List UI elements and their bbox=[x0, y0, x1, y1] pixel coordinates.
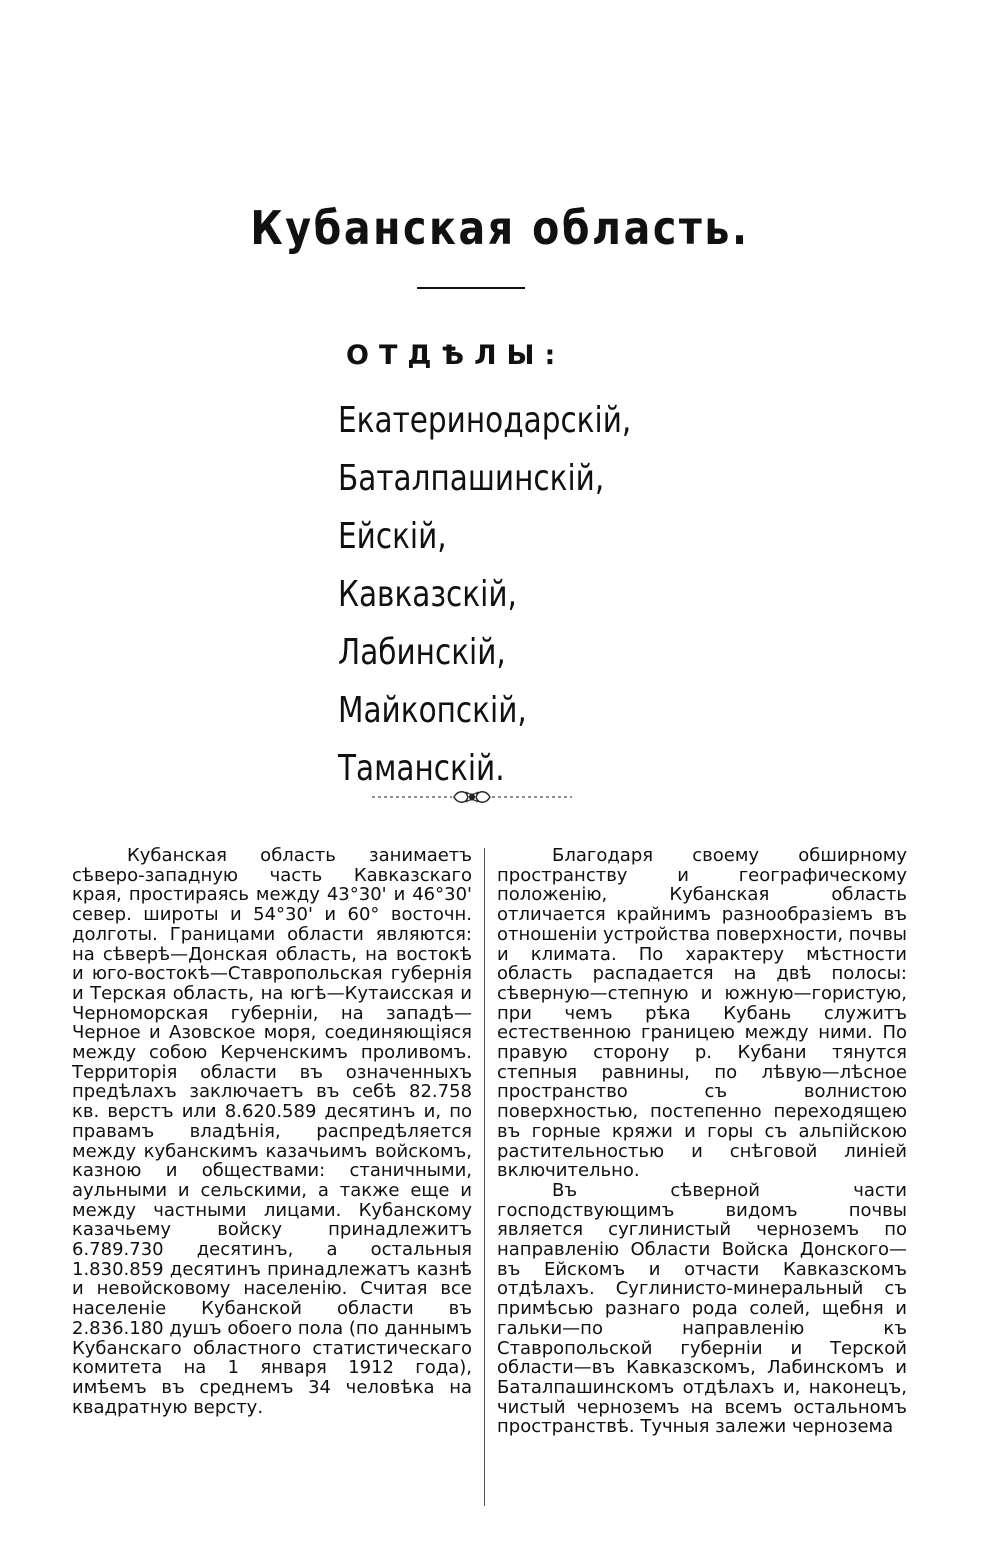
district-item: Лабинскій, bbox=[338, 632, 506, 673]
column-divider bbox=[484, 848, 485, 1506]
sections-heading: ОТДѢЛЫ: bbox=[346, 340, 566, 371]
left-paragraph: Кубанская область занимаетъ сѣверо-западную часть Кавказскаго края, простираясь между 43°30' и 46°30' север. широты и 54°30' и 60° восточн. долготы. Границами области являются: на сѣверѣ—Донская область, на востокѣ и юго-востокѣ—Ставропольская губернія и Терская область, на югѣ—Кутаисская и Черноморская губерніи, на западѣ—Черное и Азовское моря, соединяющіяся между собою Керченскимъ проливомъ. Территорія области въ означенныхъ предѣлахъ заключаетъ въ себѣ 82.758 кв. верстъ или 8.620.589 десятинъ и, по правамъ владѣнія, распредѣляется между кубанскимъ казачьимъ войскомъ, казною и обществами: станичными, аульными и сельскими, а также еще и между частными лицами. Кубанскому казачьему войску принадлежитъ 6.789.730 десятинъ, а остальныя 1.830.859 десятинъ принадлежатъ казнѣ и невойсковому населенію. Считая все населеніе Кубанской области въ 2.836.180 душъ обоего пола (по даннымъ Кубанскаго областного статистическаго комитета на 1 января 1912 года), имѣемъ въ среднемъ 34 человѣка на квадратную версту. bbox=[72, 845, 472, 1418]
title-rule bbox=[417, 287, 525, 289]
scroll-ornament-icon bbox=[372, 786, 572, 808]
district-item: Ейскій, bbox=[338, 516, 447, 557]
right-paragraph-2: Въ сѣверной части господствующимъ видомъ почвы является суглинистый черноземъ по направленію Области Войска Донского—въ Ейскомъ и отчасти Кавказскомъ отдѣлахъ. Суглинисто-минеральный съ примѣсью разнаго рода солей, щебня и гальки—по направленію къ Ставропольской губерніи и Терской области—въ Кавказскомъ, Лабинскомъ и Баталпашинскомъ отдѣлахъ и, наконецъ, чистый черноземъ на всемъ остальномъ пространствѣ. Тучныя залежи чернозема bbox=[497, 1179, 907, 1438]
district-item: Баталпашинскій, bbox=[338, 458, 605, 499]
district-item: Таманскій. bbox=[338, 748, 505, 789]
right-column bbox=[497, 846, 907, 1437]
districts-list bbox=[338, 392, 631, 798]
district-item: Кавказскій, bbox=[338, 574, 517, 615]
right-paragraph-1: Благодаря своему обширному пространству и географическому положенію, Кубанская область отличается крайнимъ разнообразіемъ въ отношеніи устройства поверхности, почвы и климата. По характеру мѣстности область распадается на двѣ полосы: сѣверную—степную и южную—гористую, при чемъ рѣка Кубань служитъ естественною границею между ними. По правую сторону р. Кубани тянутся степныя равнины, по лѣвую—лѣсное пространство съ волнистою поверхностью, постепенно переходящею въ горные кряжи и горы съ альпійскою растительностью и снѣговой линіей включительно. bbox=[497, 845, 908, 1182]
left-column bbox=[72, 846, 472, 1417]
district-item: Майкопскій, bbox=[338, 690, 527, 731]
page-title: Кубанская область. bbox=[250, 201, 750, 255]
district-item: Екатеринодарскій, bbox=[338, 400, 632, 441]
